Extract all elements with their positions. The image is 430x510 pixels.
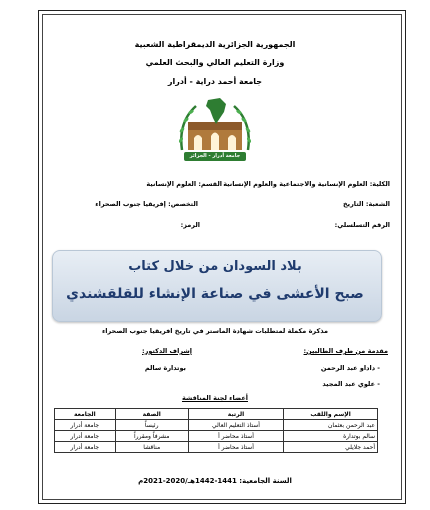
jury-cell: جامعة أدرار <box>55 431 116 442</box>
jury-cell: عبد الرحمن بعثمان <box>284 420 378 431</box>
table-row <box>55 420 378 431</box>
specialty-value: إفريقيا جنوب الصحراء <box>95 200 166 208</box>
jury-cell: سالم بوتدارة <box>284 431 378 442</box>
jury-title: أعضاء لجنة المناقشة <box>181 394 248 402</box>
supervisor-name: بوتدارة سالم <box>144 364 186 372</box>
serial-number-label: الرقم التسلسلي: <box>334 221 390 229</box>
branch-row <box>343 200 390 208</box>
supervisor-label: إشراف الدكتور: <box>142 347 192 355</box>
faculty-row <box>223 180 390 188</box>
republic-heading: الجمهورية الجزائرية الديمقراطية الشعبية <box>134 40 296 49</box>
jury-cell: مناقشا <box>115 442 188 453</box>
student-name-1: - داداو عبد الرحمن <box>320 364 380 372</box>
table-row <box>55 431 378 442</box>
department-row <box>146 180 222 188</box>
faculty-label: الكلية: <box>369 180 390 188</box>
student-name-2: - علوي عبد المجيد <box>322 380 380 388</box>
thesis-title-line-2: صبح الأعشى في صناعة الإنشاء للقلقشندي <box>66 286 364 302</box>
specialty-row <box>95 200 198 208</box>
branch-value: التاريخ <box>342 200 364 208</box>
university-logo <box>172 92 258 170</box>
faculty-value: العلوم الإنسانية والاجتماعية والعلوم الإنسانية <box>223 180 368 188</box>
department-label: القسم: <box>198 180 222 188</box>
university-heading: جامعة أحمد دراية - أدرار <box>167 77 263 86</box>
jury-col-rank: الرتبة <box>188 409 283 420</box>
jury-cell: أستاذ التعليم العالي <box>188 420 283 431</box>
department-value: العلوم الإنسانية <box>146 180 197 188</box>
jury-cell: أستاذ محاضر أ <box>188 431 283 442</box>
thesis-title-line-1: بلاد السودان من خلال كتاب <box>128 259 302 274</box>
specialty-label: التخصص: <box>168 200 198 208</box>
table-row <box>55 442 378 453</box>
jury-col-university: الجامعة <box>55 409 116 420</box>
students-label: مقدمة من طرف الطالبين: <box>303 347 388 355</box>
memo-statement: مذكرة مكملة لمتطلبات شهادة الماستر في تاريخ افريقيا جنوب الصحراء <box>101 327 329 335</box>
logo-caption: جامعة أدرار - الجزائر <box>189 153 241 159</box>
jury-cell: جامعة أدرار <box>55 420 116 431</box>
jury-table <box>54 408 378 453</box>
branch-label: الشعبة: <box>365 200 390 208</box>
ministry-heading: وزارة التعليم العالي والبحث العلمي <box>145 58 285 67</box>
jury-cell: جامعة أدرار <box>55 442 116 453</box>
jury-cell: مشرفاً ومقرراً <box>115 431 188 442</box>
jury-col-role: الصفة <box>115 409 188 420</box>
jury-cell: أحمد جلايلي <box>284 442 378 453</box>
jury-col-name: الإسم واللقب <box>284 409 378 420</box>
academic-year: السنة الجامعية: 1441-1442هـ/2020-2021م <box>138 477 292 485</box>
code-label: الرمز: <box>180 221 200 229</box>
jury-cell: رئيساً <box>115 420 188 431</box>
jury-cell: أستاذ محاضر أ <box>188 442 283 453</box>
jury-header-row <box>55 409 378 420</box>
